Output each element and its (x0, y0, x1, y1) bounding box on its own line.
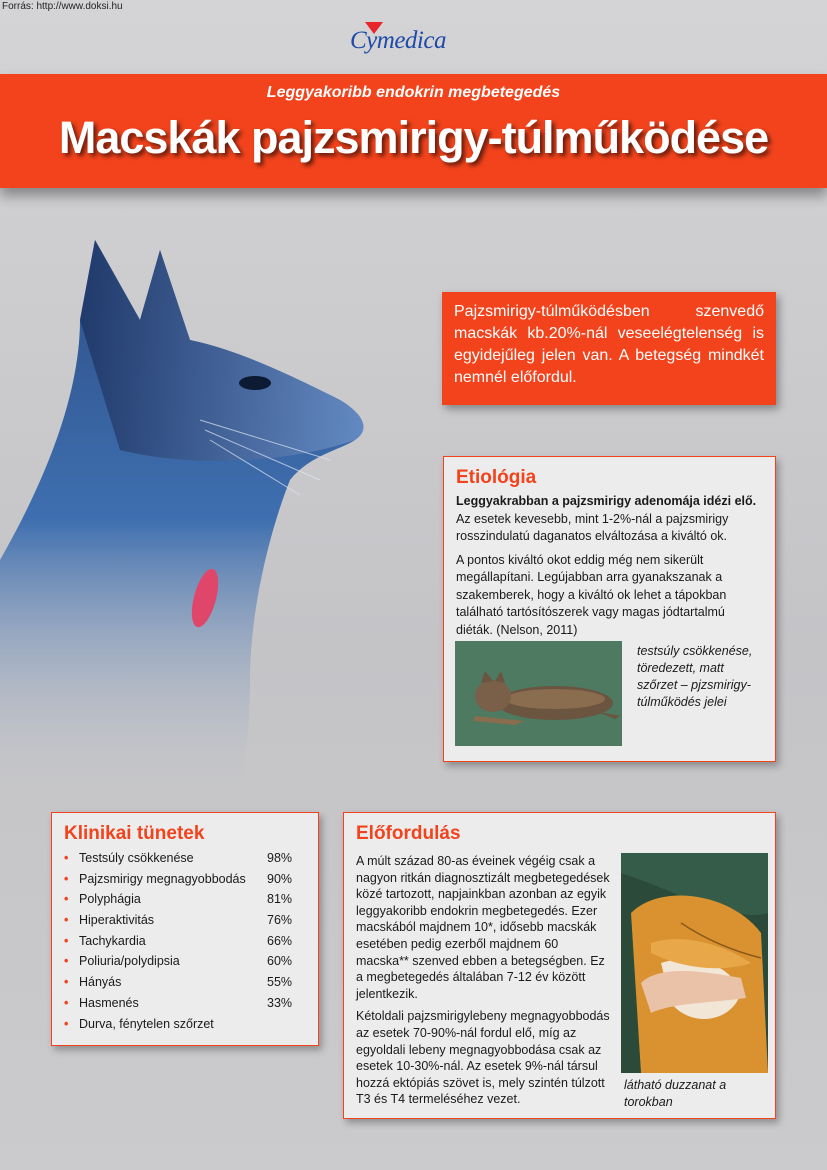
list-item (64, 975, 306, 996)
list-item (64, 872, 306, 893)
symptom-label: Durva, fénytelen szőrzet (79, 1016, 214, 1031)
list-item (64, 954, 306, 975)
cat-eye (239, 376, 271, 390)
etiologia-photo-caption: testsúly csökkenése, töredezett, matt szőrzet – pjzsmirigy-túlműködés jelei (637, 644, 753, 709)
elofordulas-title: Előfordulás (356, 823, 461, 844)
bullet-icon: • (64, 1016, 69, 1031)
elofordulas-paragraph-2: Kétoldali pajzsmirigylebeny megnagyobbodás az esetek 70-90%-nál fordul elő, míg az egyoldali lebeny megnagyobbodása csak az esetek 10-30%-nál. Az esetek 9%-nál társul hozzá ektópiás szövet is, mely szintén túlzott T3 és T4 termeléséhez vezet. (356, 1009, 610, 1107)
elofordulas-card (343, 812, 776, 1119)
symptom-list (64, 851, 306, 1037)
logo-text: Cymedica (350, 27, 446, 54)
list-item (64, 934, 306, 955)
page-title: Macskák pajzsmirigy-túlműködése (58, 112, 769, 163)
title-banner (0, 74, 827, 188)
symptom-label: Hányás (79, 975, 122, 990)
klinikai-card (51, 812, 319, 1046)
symptom-label: Pajzsmirigy megnagyobbodás (79, 871, 246, 886)
symptom-label: Hasmenés (79, 995, 139, 1010)
symptom-label: Polyphágia (79, 892, 141, 907)
cat-throat-photo (621, 853, 768, 1073)
elofordulas-text (356, 853, 612, 1114)
list-item (64, 1017, 306, 1038)
etiologia-lead-rest: Az esetek kevesebb, mint 1-2%-nál a pajzsmirigy rosszindulatú daganatos elváltozása a kiváltó ok. (456, 511, 729, 543)
symptom-percent: 90% (267, 871, 293, 886)
symptom-label: Poliuria/polydipsia (79, 954, 180, 969)
symptom-percent: 66% (267, 933, 293, 948)
list-item (64, 851, 306, 872)
bullet-icon: • (64, 871, 69, 886)
symptom-label: Hiperaktivitás (79, 913, 155, 928)
symptom-percent: 33% (267, 995, 293, 1010)
etiologia-title: Etiológia (456, 467, 537, 488)
etiologia-card (443, 456, 776, 762)
symptom-percent: 55% (267, 975, 293, 990)
bullet-icon: • (64, 954, 69, 969)
symptom-percent: 98% (267, 851, 293, 865)
elofordulas-photo-caption: látható duzzanat a torokban (624, 1078, 727, 1109)
symptom-label: Tachykardia (79, 933, 146, 948)
cymedica-logo (350, 22, 480, 54)
bullet-icon: • (64, 933, 69, 948)
thin-cat-photo (455, 641, 622, 746)
symptom-label: Testsúly csökkenése (79, 851, 194, 865)
bullet-icon: • (64, 892, 69, 907)
klinikai-title: Klinikai tünetek (64, 823, 205, 844)
symptom-percent: 81% (267, 892, 293, 907)
etiologia-paragraph-2: A pontos kiváltó okot eddig még nem sikerült megállapítani. Legújabban arra gyanakszanak a szakemberek, hogy a kiváltó ok lehet a tápokban található tartósítószerek vagy magas jódtartalmú diéták. (Nelson, 2011) (456, 552, 727, 637)
list-item (64, 892, 306, 913)
symptom-percent: 76% (267, 913, 293, 928)
list-item (64, 913, 306, 934)
elofordulas-paragraph-1: A múlt század 80-as éveinek végéig csak a nagyon ritkán diagnosztizált megbetegedések közé tartozott, napjainkban azonban az egyik leggyakoribb endokrin megbetegedés. Ezer macskából majdnem 10*, idősebb macskák esetében pedig ezerből majdnem 60 macska** szenved ebben a betegségben. Ez a megbetegedés általában 7-12 év között jelentkezik. (356, 854, 610, 1001)
cat-head-illustration (0, 230, 420, 800)
source-link[interactable]: Forrás: http://www.doksi.hu (2, 1, 123, 12)
bullet-icon: • (64, 913, 69, 928)
bullet-icon: • (64, 995, 69, 1010)
bullet-icon: • (64, 975, 69, 990)
banner-subtitle: Leggyakoribb endokrin megbetegedés (266, 84, 561, 101)
highlight-box: Pajzsmirigy-túlműködésben szenvedő macskák kb.20%-nál veseelégtelenség is egyidejűleg jelen van. A betegség mindkét nemnél előfordul. (442, 292, 776, 405)
etiologia-paragraph-1 (456, 493, 763, 546)
etiologia-lead: Leggyakrabban a pajzsmirigy adenomája idézi elő. (456, 494, 757, 508)
list-item (64, 996, 306, 1017)
bullet-icon: • (64, 851, 69, 865)
symptom-percent: 60% (267, 954, 293, 969)
